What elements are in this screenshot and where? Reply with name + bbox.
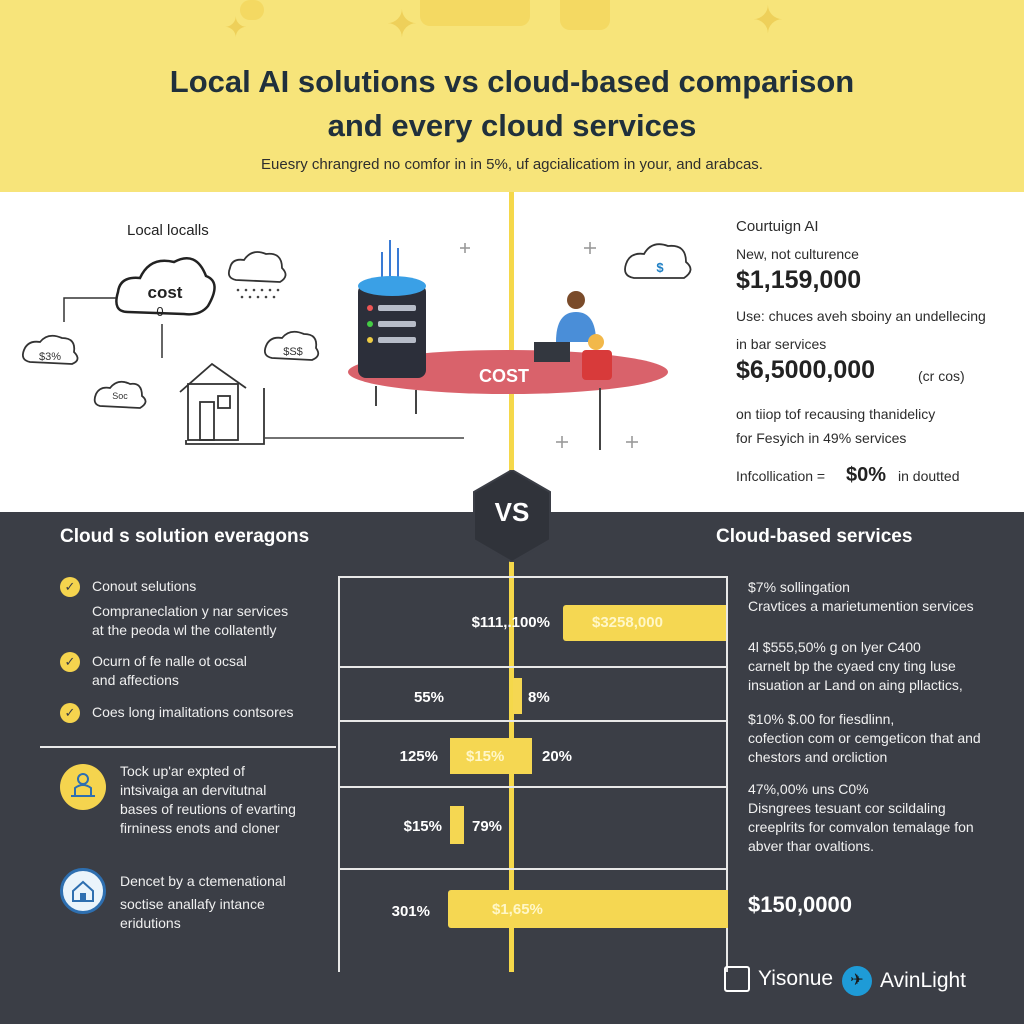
bird-logo-icon: ✈ — [842, 966, 872, 996]
right-column-text: 4l $555,50% g on lyer C400 — [748, 639, 921, 655]
feature-text: firniness enots and cloner — [120, 820, 280, 836]
brand-avinlight[interactable] — [842, 966, 966, 996]
right-column-text: creeplrits for comvalon temalage fon — [748, 819, 974, 835]
sparkle-icon: ✦ — [224, 12, 248, 43]
local-panel-title: Local localls — [127, 222, 209, 239]
table-row-right-value: 8% — [528, 689, 550, 706]
feature-text: Dencet by a ctemenational — [120, 873, 286, 889]
cost-table-label: COST — [478, 366, 530, 386]
right-column-text: cofection com or cemgeticon that and — [748, 730, 981, 746]
check-icon: ✓ — [60, 652, 80, 672]
brand-yisonue[interactable] — [724, 966, 833, 992]
table-rule — [338, 576, 728, 578]
percent-cloud-label: $3% — [38, 351, 62, 363]
feature-text: Tock up'ar expted of — [120, 763, 245, 779]
table-rule — [338, 868, 728, 870]
table-row-right-value: 79% — [472, 818, 503, 835]
right-column-text: $10% $.00 for fiesdlinn, — [748, 711, 895, 727]
person-desk-icon — [60, 764, 106, 810]
right-column-text: abver thar ovaltions. — [748, 838, 875, 854]
dollar-cloud-label: $S$ — [283, 346, 303, 358]
info-prefix: Infcollication = — [736, 468, 826, 484]
table-row-left-value: 55% — [413, 689, 444, 706]
rain-cloud-icon — [229, 252, 286, 282]
table-row-bar — [513, 678, 522, 714]
cloud-amount-1: $1,159,000 — [736, 266, 862, 294]
table-row-bar — [450, 806, 464, 844]
check-item — [60, 577, 288, 640]
cost-cloud-sub: 0 — [156, 304, 164, 319]
cloud-note: New, not culturence — [736, 246, 859, 262]
page-subtitle: Euesry chrangred no comfor in in 5%, uf agcialicatiom in your, and arabcas. — [261, 156, 763, 173]
right-column-text: $7% sollingation — [748, 579, 850, 595]
cloud-amount-2: $6,5000,000 — [736, 356, 876, 384]
header-decoration — [560, 0, 610, 30]
home-shield-icon — [60, 868, 106, 914]
check-text: and affections — [92, 672, 179, 688]
table-border-left — [338, 576, 340, 972]
brand-name: Yisonue — [758, 967, 834, 990]
info-value: $0% — [846, 464, 887, 486]
cloud-note: on tiiop tof recausing thanidelicy — [736, 406, 936, 422]
table-rule — [338, 786, 728, 788]
cloud-note: for Fesyich in 49% services — [736, 430, 907, 446]
right-column-text: Cravtices a marietumention services — [748, 598, 974, 614]
check-text: Compraneclation y nar services — [92, 603, 289, 619]
grid-logo-icon — [724, 966, 750, 992]
check-item — [60, 703, 294, 723]
table-rule — [338, 720, 728, 722]
section-divider — [40, 746, 336, 748]
right-column-text: insuation ar Land on aing pllactics, — [748, 677, 963, 693]
header-decoration — [420, 0, 530, 26]
check-text: Conout selutions — [92, 578, 197, 594]
table-rule — [338, 666, 728, 668]
feature-text: intsivaiga an dervitutnal — [120, 782, 267, 798]
left-section-heading: Cloud s solution everagons — [60, 526, 310, 547]
table-row-left-value: 301% — [391, 903, 430, 920]
house-icon — [180, 364, 264, 444]
cloud-service-glyph: $ — [656, 260, 664, 275]
table-row-bar-label: $15% — [466, 748, 505, 765]
cloud-panel-title: Courtuign AI — [736, 218, 819, 235]
check-icon: ✓ — [60, 577, 80, 597]
check-text: Coes long imalitations contsores — [92, 704, 294, 720]
page-title: Local AI solutions vs cloud-based comparison — [169, 64, 855, 99]
vs-label: VS — [494, 497, 530, 527]
right-column-text: 47%,00% uns C0% — [748, 781, 869, 797]
rain-dots — [237, 289, 280, 299]
right-column-text: chestors and orcliction — [748, 749, 888, 765]
right-column-text: Disngrees tesuant cor scildaling — [748, 800, 946, 816]
feature-text: bases of reutions of evarting — [120, 801, 296, 817]
table-row-bar-label: $3258,000 — [592, 614, 663, 631]
table-row-right-value: 20% — [542, 748, 573, 765]
sparkle-icon: ✦ — [386, 4, 418, 46]
check-text: Ocurn of fe nalle ot ocsal — [92, 653, 247, 669]
check-icon: ✓ — [60, 703, 80, 723]
feature-text: eridutions — [120, 915, 181, 931]
feature-text: soctise anallafy intance — [120, 896, 265, 912]
server-icon — [358, 240, 426, 378]
cloud-note: in bar services — [736, 336, 827, 352]
right-column-text: carnelt bp the cyaed cny ting luse — [748, 658, 956, 674]
cost-cloud-label: cost — [147, 283, 183, 302]
right-column-total: $150,0000 — [748, 892, 852, 917]
brand-name: AvinLight — [880, 969, 967, 992]
cloud-amount-2-suffix: (cr cos) — [918, 368, 965, 384]
check-text: at the peoda wl the collatently — [92, 622, 277, 638]
connector-line — [64, 298, 116, 322]
small-cloud-label: Soc — [112, 391, 128, 401]
table-row-bar — [448, 890, 728, 928]
check-item — [60, 652, 247, 690]
sparkle-icon: ✦ — [752, 0, 784, 42]
table-row-left-value: $111,.100% — [471, 614, 550, 631]
table-row-bar-label: $1,65% — [492, 901, 543, 918]
page-title-line2: and every cloud services — [327, 108, 697, 143]
table-row-left-value: 125% — [399, 748, 438, 765]
cloud-note: Use: chuces aveh sboiny an undellecing — [736, 308, 986, 324]
table-row-left-value: $15% — [403, 818, 442, 835]
right-section-heading: Cloud-based services — [716, 526, 913, 547]
info-suffix: in doutted — [898, 468, 960, 484]
